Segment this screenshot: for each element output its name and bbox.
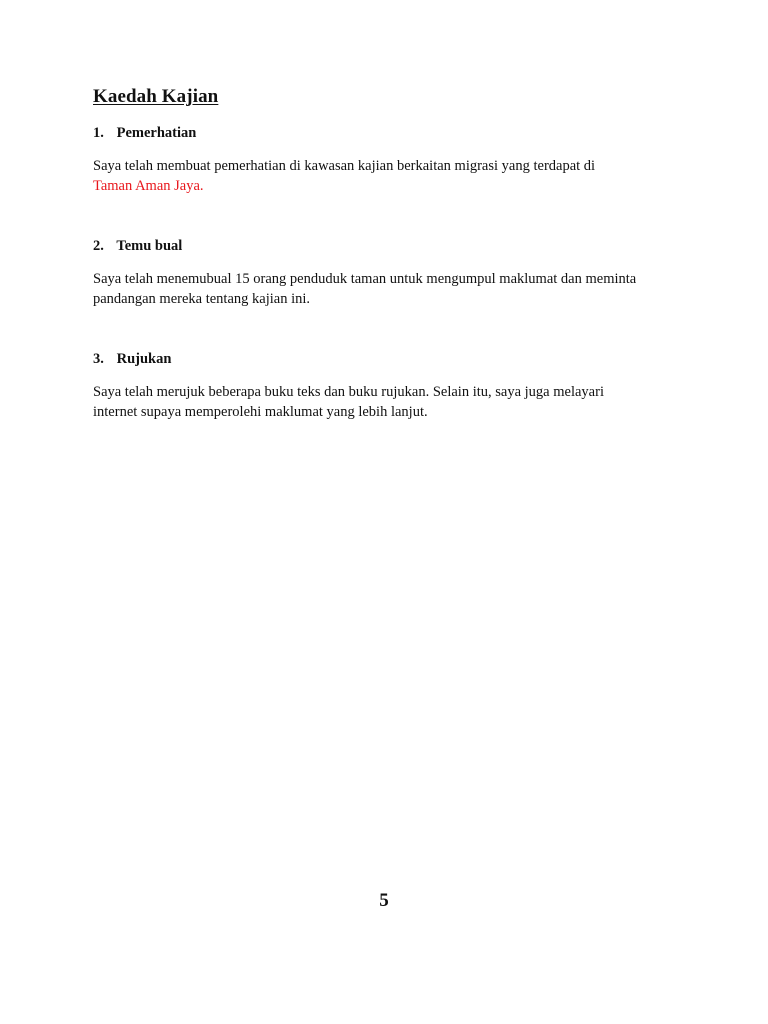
body-line: pandangan mereka tentang kajian ini.	[93, 291, 311, 307]
body-line: Saya telah menemubual 15 orang penduduk taman untuk mengumpul maklumat dan meminta	[93, 271, 637, 287]
section-number: 2.	[93, 238, 104, 254]
body-line: Saya telah membuat pemerhatian di kawasan kajian berkaitan migrasi yang terdapat di	[93, 158, 596, 174]
section-title: Rujukan	[116, 351, 172, 367]
section-body-rujukan	[93, 382, 693, 422]
section-heading-pemerhatian	[93, 125, 196, 142]
page-title: Kaedah Kajian	[93, 86, 219, 107]
highlighted-location: Taman Aman Jaya.	[93, 178, 204, 194]
section-body-pemerhatian	[93, 156, 693, 196]
body-line: internet supaya memperolehi maklumat yang lebih lanjut.	[93, 404, 428, 420]
body-line: Saya telah merujuk beberapa buku teks dan buku rujukan. Selain itu, saya juga melayari	[93, 384, 604, 400]
section-number: 1.	[93, 125, 104, 141]
section-heading-temu-bual	[93, 238, 182, 255]
section-heading-rujukan	[93, 351, 171, 368]
section-title: Pemerhatian	[116, 125, 197, 141]
section-title: Temu bual	[116, 238, 183, 254]
section-number: 3.	[93, 351, 104, 367]
page-number: 5	[379, 890, 389, 911]
section-body-temu-bual	[93, 269, 693, 309]
